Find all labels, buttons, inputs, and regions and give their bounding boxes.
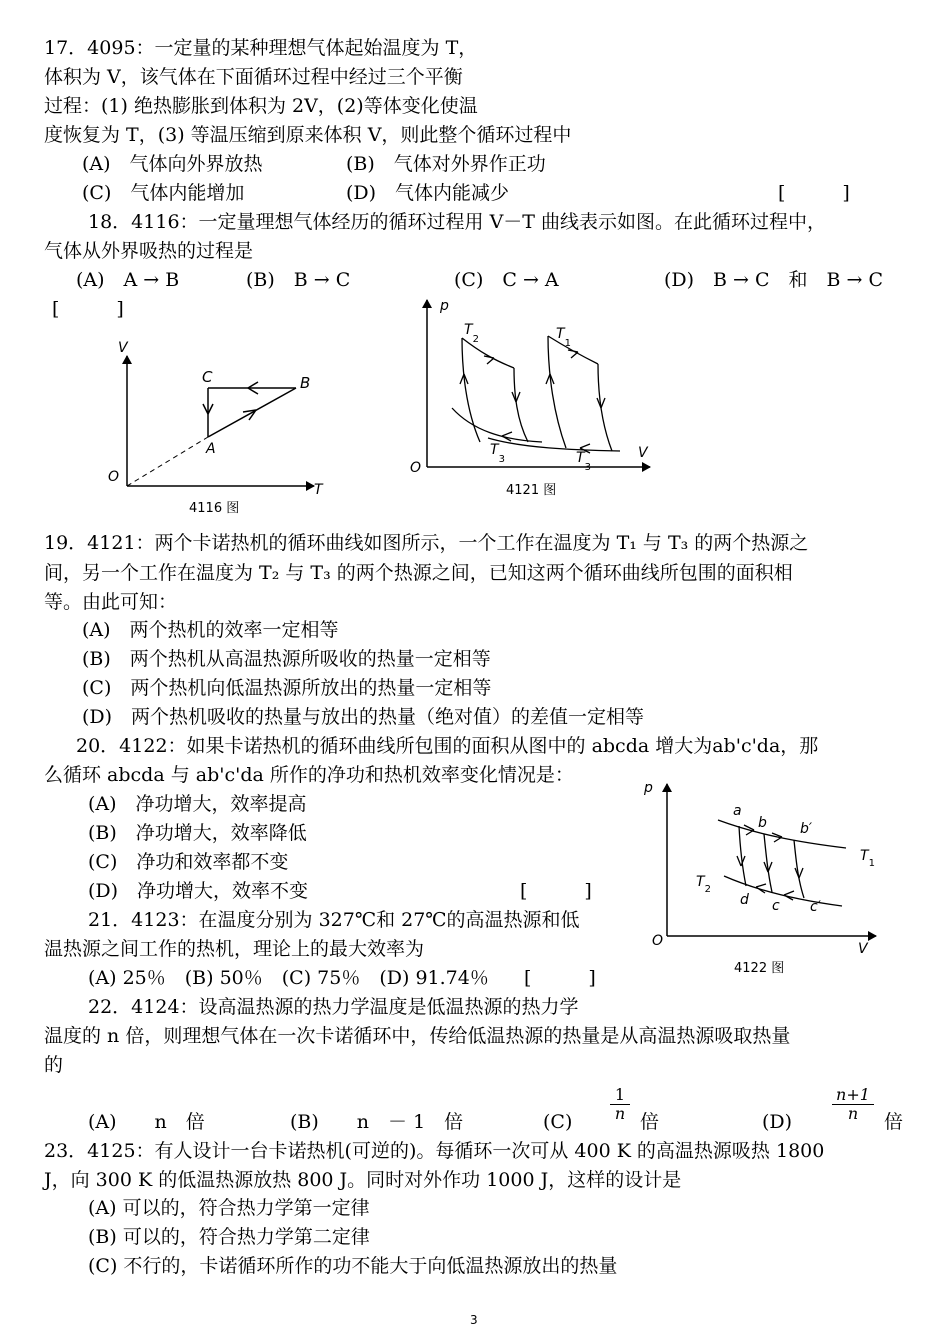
- q22-option-a: (A) n 倍: [88, 1111, 205, 1133]
- v-axis-label: V: [858, 941, 868, 957]
- origin-label: O: [652, 933, 664, 949]
- q22-option-c: (C): [543, 1111, 573, 1133]
- arrow-t1-across: [568, 350, 578, 358]
- point-c-label: C: [202, 368, 213, 386]
- point-cp-label: c′: [810, 899, 821, 915]
- q17-line-1: 17．4095：一定量的某种理想气体起始温度为 T，: [44, 37, 478, 59]
- q18-option-a: (A) A → B: [76, 269, 180, 291]
- point-b-label: B: [300, 374, 311, 392]
- q21-line-1: 21．4123：在温度分别为 327℃和 27℃的高温热源和低: [88, 909, 580, 931]
- p-axis-label: p: [440, 298, 449, 314]
- q18-answer-bracket: [ ]: [52, 298, 124, 320]
- q20-option-d: (D) 净功增大，效率不变: [88, 880, 309, 902]
- isotherm-t1: [718, 820, 846, 848]
- fraction-denominator: n: [832, 1104, 874, 1123]
- t3-right-label: $T_3$: [576, 450, 591, 473]
- fraction-numerator: 1: [614, 1085, 626, 1104]
- q19-line-2: 间，另一个工作在温度为 T₂ 与 T₃ 的两个热源之间，已知这两个循环曲线所包围的面积相: [44, 562, 793, 584]
- point-bp-label: b′: [800, 821, 813, 837]
- q18-line-1: 18．4116：一定量理想气体经历的循环过程用 V－T 曲线表示如图。在此循环过程中，: [88, 211, 827, 233]
- arrow-a-b: [243, 410, 256, 420]
- q22-line-2: 温度的 n 倍，则理想气体在一次卡诺循环中，传给低温热源的热量是从高温热源吸取热量: [44, 1025, 791, 1047]
- q19-option-c: (C) 两个热机向低温热源所放出的热量一定相等: [82, 677, 492, 699]
- q20-line-2: 么循环 abcda 与 ab'c'da 所作的净功和热机效率变化情况是：: [44, 764, 574, 786]
- t1-label: $T_1$: [556, 326, 571, 349]
- figure-caption: 4121 图: [506, 483, 557, 498]
- q18-option-d: (D) B → C 和 B → C: [664, 269, 884, 291]
- q21-options: (A) 25％ (B) 50％ (C) 75％ (D) 91.74％: [88, 967, 489, 989]
- point-a-label: A: [206, 441, 216, 457]
- t2-label: $T_2$: [464, 322, 479, 345]
- q23-line-1: 23．4125：有人设计一台卡诺热机(可逆的)。每循环一次可从 400 K 的高温热源吸热 1800: [44, 1140, 825, 1162]
- q20-answer-bracket: [ ]: [520, 880, 592, 902]
- adiabat-b-c: [764, 834, 772, 892]
- q17-answer-bracket: [ ]: [778, 182, 850, 204]
- q23-option-c: (C) 不行的，卡诺循环所作的功不能大于向低温热源放出的热量: [88, 1255, 618, 1277]
- t3-left-label: $T_3$: [490, 442, 505, 465]
- q23-option-a: (A) 可以的，符合热力学第一定律: [88, 1197, 370, 1219]
- t-axis-label: T: [314, 482, 323, 498]
- arrow-cd: [756, 884, 766, 893]
- arrow-t1-down: [597, 398, 605, 408]
- q19-line-3: 等。由此可知：: [44, 591, 178, 613]
- q19-option-d: (D) 两个热机吸收的热量与放出的热量（绝对值）的差值一定相等: [82, 706, 645, 728]
- q18-option-c: (C) C → A: [454, 269, 559, 291]
- path-a-b: [208, 388, 296, 437]
- q22-option-b: (B) n － 1 倍: [290, 1111, 464, 1133]
- q17-line-4: 度恢复为 T，(3) 等温压缩到原来体积 V，则此整个循环过程中: [44, 124, 572, 146]
- q22-option-d-fraction: [832, 1086, 874, 1123]
- q17-line-2: 体积为 V，该气体在下面循环过程中经过三个平衡: [44, 66, 463, 88]
- q19-option-b: (B) 两个热机从高温热源所吸收的热量一定相等: [82, 648, 491, 670]
- q20-option-c: (C) 净功和效率都不变: [88, 851, 289, 873]
- figure-4122: [636, 776, 896, 980]
- q22-option-c-fraction: [610, 1086, 630, 1123]
- q20-line-1: 20．4122：如果卡诺热机的循环曲线所包围的面积从图中的 abcda 增大为ab'c'da，那: [76, 735, 819, 757]
- v-axis-label: V: [638, 445, 648, 461]
- point-a-label: a: [733, 803, 742, 819]
- dashed-origin-line: [127, 437, 208, 486]
- q21-answer-bracket: [ ]: [524, 967, 596, 989]
- q17-option-c: (C) 气体内能增加: [82, 182, 245, 204]
- figure-caption: 4122 图: [734, 961, 785, 976]
- figure-caption: 4116 图: [189, 501, 240, 516]
- q22-option-d: (D): [762, 1111, 793, 1133]
- q18-line-2: 气体从外界吸热的过程是: [44, 240, 254, 262]
- q20-option-a: (A) 净功增大，效率提高: [88, 793, 307, 815]
- fraction-numerator: n+1: [836, 1085, 870, 1104]
- arrow-cpc: [784, 891, 794, 900]
- figure-4116: [96, 334, 336, 524]
- arrow-bpcp: [795, 868, 803, 878]
- q19-line-1: 19．4121：两个卡诺热机的循环曲线如图所示，一个工作在温度为 T₁ 与 T₃ 的两个热源之: [44, 532, 809, 554]
- point-d-label: d: [740, 892, 749, 908]
- q17-option-b: (B) 气体对外界作正功: [346, 153, 546, 175]
- page-number: 3: [470, 1313, 478, 1327]
- q17-option-d: (D) 气体内能减少: [346, 182, 510, 204]
- q17-line-3: 过程：(1) 绝热膨胀到体积为 2V，(2)等体变化使温: [44, 95, 478, 117]
- q18-option-b: (B) B → C: [246, 269, 351, 291]
- arrow-bbp: [772, 833, 782, 842]
- q20-option-b: (B) 净功增大，效率降低: [88, 822, 307, 844]
- t2-label: $T_2$: [696, 874, 711, 895]
- origin-label: O: [108, 469, 120, 485]
- q21-line-2: 温热源之间工作的热机，理论上的最大效率为: [44, 938, 425, 960]
- q22-line-3: 的: [44, 1054, 64, 1076]
- v-axis-label: V: [118, 340, 128, 356]
- q22-option-d-suffix: 倍: [884, 1111, 904, 1133]
- isotherm-t3-left: [452, 408, 542, 442]
- point-c-label: c: [772, 898, 780, 914]
- point-b-label: b: [758, 815, 767, 831]
- arrow-t2-across: [484, 356, 494, 364]
- figure-4121: [402, 290, 662, 500]
- p-axis-label: p: [644, 780, 653, 796]
- q17-option-a: (A) 气体向外界放热: [82, 153, 263, 175]
- q23-line-2: J，向 300 K 的低温热源放热 800 J。同时对外作功 1000 J，这样的设计是: [44, 1169, 682, 1191]
- t1-label: $T_1$: [860, 848, 875, 869]
- fraction-denominator: n: [610, 1104, 630, 1123]
- arrow-t3-left: [502, 432, 512, 441]
- q22-option-c-suffix: 倍: [640, 1111, 660, 1133]
- q19-option-a: (A) 两个热机的效率一定相等: [82, 619, 339, 641]
- adiabat-t2-right: [514, 368, 528, 442]
- q23-option-b: (B) 可以的，符合热力学第二定律: [88, 1226, 370, 1248]
- adiabat-t1-left: [548, 336, 566, 448]
- origin-label: O: [410, 460, 422, 476]
- q22-line-1: 22．4124：设高温热源的热力学温度是低温热源的热力学: [88, 996, 579, 1018]
